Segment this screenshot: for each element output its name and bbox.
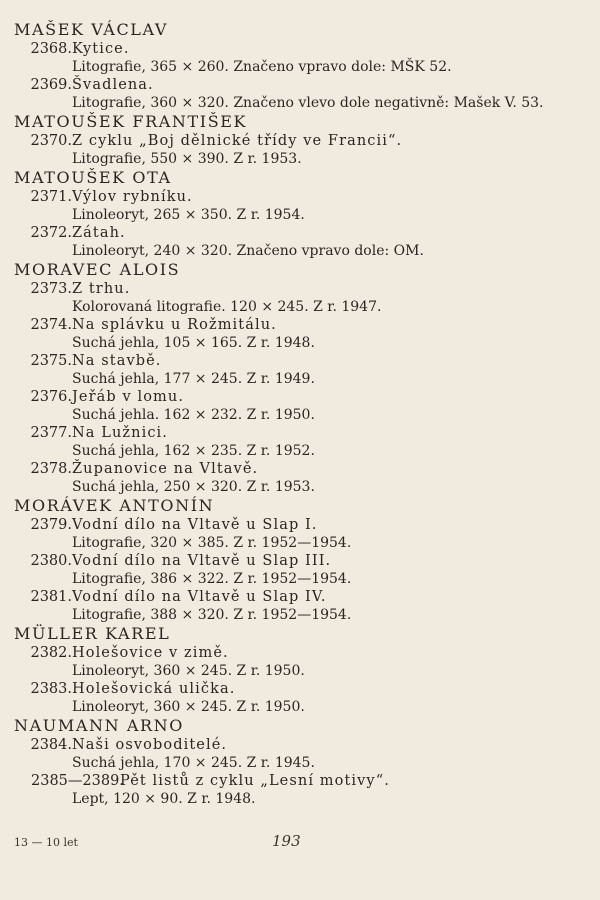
entry-heading bbox=[14, 76, 586, 94]
entry-number: 2383. bbox=[30, 681, 72, 697]
entry-title: Holešovická ulička. bbox=[72, 681, 236, 697]
entry-details: Litografie, 365 × 260. Značeno vpravo dole: MŠK 52. bbox=[72, 59, 452, 75]
entry-heading bbox=[14, 316, 586, 334]
entry-heading bbox=[14, 388, 586, 406]
entry-title: Vodní dílo na Vltavě u Slap III. bbox=[72, 553, 332, 569]
entry-heading bbox=[14, 588, 586, 606]
entry-number: 2376. bbox=[30, 389, 72, 405]
catalog-entry bbox=[14, 552, 586, 588]
artist-section bbox=[14, 112, 586, 168]
artist-name: MORÁVEK ANTONÍN bbox=[14, 496, 215, 515]
entry-title: Z trhu. bbox=[72, 281, 131, 297]
entry-heading bbox=[14, 516, 586, 534]
entry-heading bbox=[14, 280, 586, 298]
catalog-entry bbox=[14, 188, 586, 224]
catalog-entry bbox=[14, 460, 586, 496]
artist-section bbox=[14, 716, 586, 808]
entry-details: Suchá jehla, 105 × 165. Z r. 1948. bbox=[72, 335, 315, 351]
entry-details: Kolorovaná litografie. 120 × 245. Z r. 1947. bbox=[72, 299, 382, 315]
entry-number: 2371. bbox=[30, 189, 72, 205]
entry-number: 2380. bbox=[30, 553, 72, 569]
artist-name: MORAVEC ALOIS bbox=[14, 260, 181, 279]
artist-name: MÜLLER KAREL bbox=[14, 624, 171, 643]
catalog-entry bbox=[14, 352, 586, 388]
entry-title: Výlov rybníku. bbox=[72, 189, 193, 205]
entry-number: 2368. bbox=[30, 41, 72, 57]
entry-details: Suchá jehla, 177 × 245. Z r. 1949. bbox=[72, 371, 315, 387]
entry-details: Linoleoryt, 360 × 245. Z r. 1950. bbox=[72, 663, 305, 679]
entry-details: Lept, 120 × 90. Z r. 1948. bbox=[72, 791, 256, 807]
entry-number: 2377. bbox=[30, 425, 72, 441]
entry-title: Naši osvoboditelé. bbox=[72, 737, 228, 753]
entry-details: Litografie, 550 × 390. Z r. 1953. bbox=[72, 151, 302, 167]
entry-heading bbox=[14, 772, 586, 790]
entry-number: 2373. bbox=[30, 281, 72, 297]
entry-title: Pět listů z cyklu „Lesní motivy“. bbox=[120, 773, 390, 789]
entry-title: Županovice na Vltavě. bbox=[72, 461, 259, 477]
catalog-entry bbox=[14, 516, 586, 552]
printer-signature: 13 — 10 let bbox=[14, 836, 78, 849]
artist-section bbox=[14, 260, 586, 496]
entry-title: Kytice. bbox=[72, 41, 130, 57]
artist-name: MATOUŠEK FRANTIŠEK bbox=[14, 112, 248, 131]
entry-details: Litografie, 320 × 385. Z r. 1952—1954. bbox=[72, 535, 352, 551]
entry-details: Suchá jehla. 162 × 232. Z r. 1950. bbox=[72, 407, 315, 423]
entry-title: Z cyklu „Boj dělnické třídy ve Francii“. bbox=[72, 133, 403, 149]
entry-number: 2384. bbox=[30, 737, 72, 753]
entry-title: Vodní dílo na Vltavě u Slap IV. bbox=[72, 589, 327, 605]
entry-number: 2372. bbox=[30, 225, 72, 241]
entry-number: 2381. bbox=[30, 589, 72, 605]
catalog-entry bbox=[14, 280, 586, 316]
catalog-entry bbox=[14, 132, 586, 168]
artist-section bbox=[14, 168, 586, 260]
entry-heading bbox=[14, 132, 586, 150]
catalog-entry bbox=[14, 772, 586, 808]
entry-number: 2375. bbox=[30, 353, 72, 369]
artist-section bbox=[14, 624, 586, 716]
entry-details: Suchá jehla, 162 × 235. Z r. 1952. bbox=[72, 443, 315, 459]
entry-details: Suchá jehla, 170 × 245. Z r. 1945. bbox=[72, 755, 315, 771]
entry-heading bbox=[14, 424, 586, 442]
catalog-entry bbox=[14, 388, 586, 424]
entry-heading bbox=[14, 460, 586, 478]
entry-details: Linoleoryt, 240 × 320. Značeno vpravo dole: OM. bbox=[72, 243, 424, 259]
entry-heading bbox=[14, 680, 586, 698]
artist-name: MAŠEK VÁCLAV bbox=[14, 20, 169, 39]
entry-details: Suchá jehla, 250 × 320. Z r. 1953. bbox=[72, 479, 315, 495]
entry-heading bbox=[14, 224, 586, 242]
entry-title: Na Lužnici. bbox=[72, 425, 168, 441]
catalog-entry bbox=[14, 680, 586, 716]
entry-heading bbox=[14, 40, 586, 58]
entry-number: 2382. bbox=[30, 645, 72, 661]
entry-details: Linoleoryt, 360 × 245. Z r. 1950. bbox=[72, 699, 305, 715]
catalog-entry bbox=[14, 224, 586, 260]
entry-title: Zátah. bbox=[72, 225, 126, 241]
entry-title: Švadlena. bbox=[72, 77, 154, 93]
catalog-entry bbox=[14, 316, 586, 352]
entry-details: Litografie, 388 × 320. Z r. 1952—1954. bbox=[72, 607, 352, 623]
catalog-entry bbox=[14, 736, 586, 772]
entry-heading bbox=[14, 188, 586, 206]
entry-number: 2378. bbox=[30, 461, 72, 477]
entry-title: Na stavbě. bbox=[72, 353, 162, 369]
catalog-entry bbox=[14, 644, 586, 680]
entry-heading bbox=[14, 352, 586, 370]
artist-section bbox=[14, 496, 586, 624]
entry-details: Litografie, 360 × 320. Značeno vlevo dole negativně: Mašek V. 53. bbox=[72, 95, 544, 111]
entry-heading bbox=[14, 736, 586, 754]
catalog-list bbox=[14, 20, 586, 808]
entry-number: 2369. bbox=[30, 77, 72, 93]
entry-heading bbox=[14, 644, 586, 662]
catalog-entry bbox=[14, 424, 586, 460]
page-number: 193 bbox=[272, 832, 301, 850]
entry-number: 2385—2389. bbox=[31, 773, 124, 789]
entry-title: Vodní dílo na Vltavě u Slap I. bbox=[72, 517, 318, 533]
artist-name: NAUMANN ARNO bbox=[14, 716, 184, 735]
entry-heading bbox=[14, 552, 586, 570]
catalog-entry bbox=[14, 40, 586, 76]
entry-number: 2374. bbox=[30, 317, 72, 333]
catalog-entry bbox=[14, 588, 586, 624]
catalog-entry bbox=[14, 76, 586, 112]
entry-title: Jeřáb v lomu. bbox=[72, 389, 185, 405]
entry-number: 2379. bbox=[30, 517, 72, 533]
artist-section bbox=[14, 20, 586, 112]
entry-details: Linoleoryt, 265 × 350. Z r. 1954. bbox=[72, 207, 305, 223]
artist-name: MATOUŠEK OTA bbox=[14, 168, 172, 187]
entry-number: 2370. bbox=[30, 133, 72, 149]
entry-details: Litografie, 386 × 322. Z r. 1952—1954. bbox=[72, 571, 352, 587]
entry-title: Na splávku u Rožmitálu. bbox=[72, 317, 277, 333]
entry-title: Holešovice v zimě. bbox=[72, 645, 229, 661]
